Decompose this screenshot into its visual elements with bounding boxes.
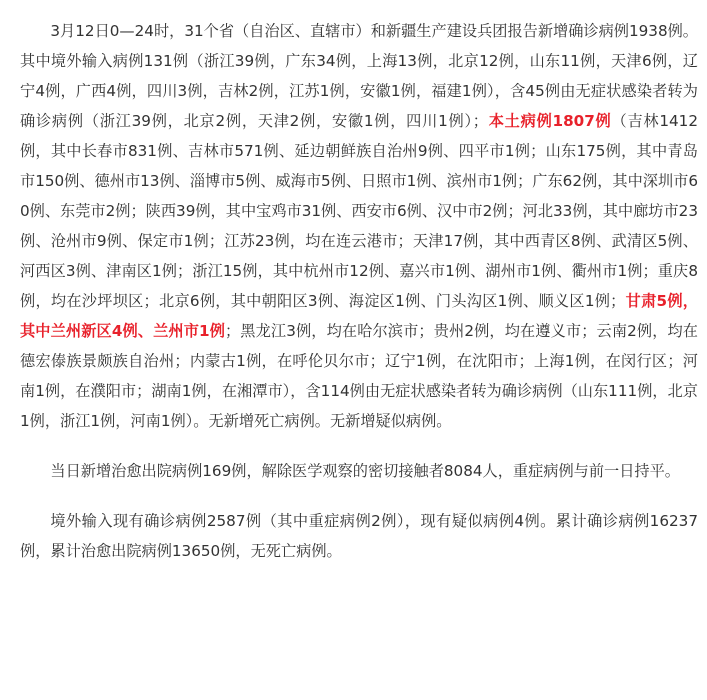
paragraph-daily-report bbox=[20, 16, 698, 436]
recoveries-text: 当日新增治愈出院病例169例，解除医学观察的密切接触者8084人，重症病例与前一日持平。 bbox=[50, 462, 680, 480]
report-intro-text: 3月12日0—24时，31个省（自治区、直辖市）和新疆生产建设兵团报告新增确诊病例1938例。其中境外输入病例131例（浙江39例，广东34例，上海13例，北京12例，山东11例，天津6例，辽宁4例，广西4例，四川3例，吉林2例，江苏1例，安徽1例，福建1例），含45例由无症状感染者转为确诊病例（浙江39例，北京2例，天津2例，安徽1例，四川1例）； bbox=[20, 22, 698, 130]
paragraph-recoveries bbox=[20, 456, 698, 486]
gansu-cases-highlight: 甘肃5例，其中兰州新区4例、兰州市1例 bbox=[20, 292, 698, 340]
local-cases-highlight: 本土病例1807例 bbox=[487, 112, 612, 130]
imported-totals-text: 境外输入现有确诊病例2587例（其中重症病例2例），现有疑似病例4例。累计确诊病例16237例，累计治愈出院病例13650例，无死亡病例。 bbox=[20, 512, 698, 560]
paragraph-imported-totals bbox=[20, 506, 698, 566]
article-body bbox=[20, 16, 698, 566]
remaining-provinces-text: ；黑龙江3例，均在哈尔滨市；贵州2例，均在遵义市；云南2例，均在德宏傣族景颇族自治州；内蒙古1例，在呼伦贝尔市；辽宁1例，在沈阳市；上海1例，在闵行区；河南1例，在濮阳市；湖南1例，在湘潭市），含114例由无症状感染者转为确诊病例（山东111例，北京1例，浙江1例，河南1例）。无新增死亡病例。无新增疑似病例。 bbox=[20, 322, 698, 430]
local-cases-detail-text: （吉林1412例，其中长春市831例、吉林市571例、延边朝鲜族自治州9例、四平市1例；山东175例，其中青岛市150例、德州市13例、淄博市5例、威海市5例、日照市1例、滨州市1例；广东62例，其中深圳市60例、东莞市2例；陕西39例，其中宝鸡市31例、西安市6例、汉中市2例；河北33例，其中廊坊市23例、沧州市9例、保定市1例；江苏23例，均在连云港市；天津17例，其中西青区8例、武清区5例、河西区3例、津南区1例；浙江15例，其中杭州市12例、嘉兴市1例、湖州市1例、衢州市1例；重庆8例，均在沙坪坝区；北京6例，其中朝阳区3例、海淀区1例、门头沟区1例、顺义区1例； bbox=[20, 112, 698, 310]
